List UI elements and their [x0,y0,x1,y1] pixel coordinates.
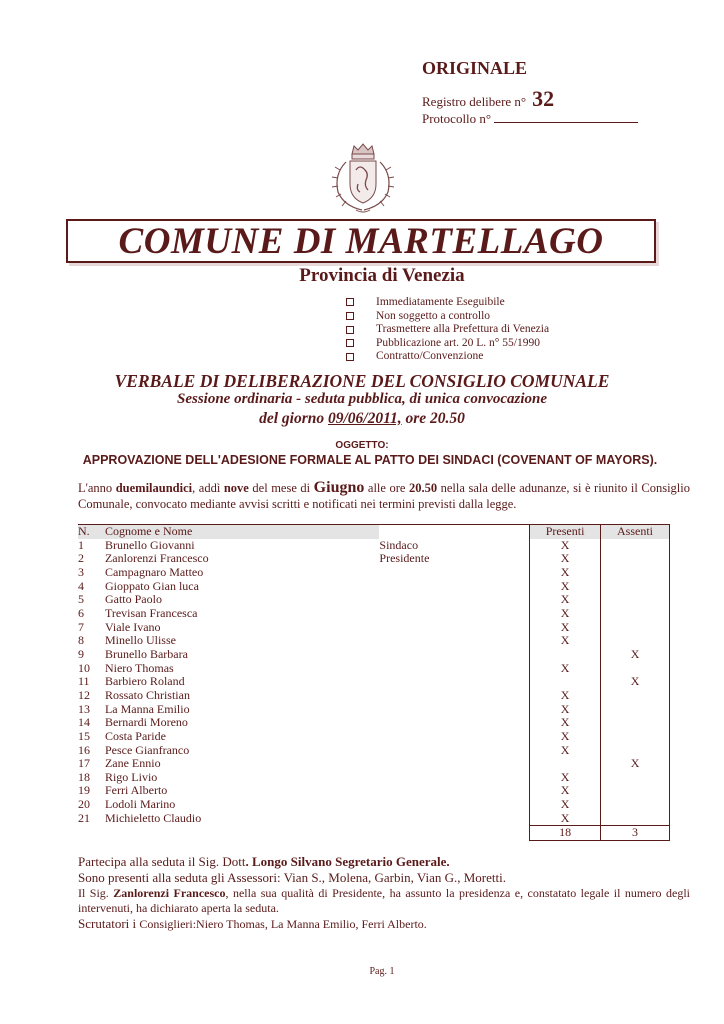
member-number: 3 [78,564,84,579]
attendance-table [78,524,670,841]
present-mark: X [530,580,601,594]
totals-spacer [78,826,105,841]
member-role: Presidente [379,551,430,566]
province-subtitle: Provincia di Venezia [299,265,465,286]
table-row [78,539,670,553]
present-mark: X [530,771,601,785]
present-mark: X [530,634,601,648]
present-mark: X [530,552,601,566]
table-row [78,580,670,594]
absent-mark [601,798,670,812]
table-row [78,703,670,717]
absent-mark [601,771,670,785]
member-role [379,812,529,826]
member-role [379,607,529,621]
registro-number: 32 [532,86,555,111]
absent-mark [601,703,670,717]
member-role [379,675,529,689]
table-row [78,730,670,744]
absent-mark [601,552,670,566]
session-time: ore 20.50 [405,410,465,427]
table-row [78,771,670,785]
table-row [78,784,670,798]
member-number: 16 [78,742,90,757]
member-role: Sindaco [379,537,419,552]
present-mark: X [530,662,601,676]
member-number: 12 [78,687,90,702]
table-row [78,662,670,676]
checklist-item: Non soggetto a controllo [346,310,549,324]
member-number: 10 [78,660,90,675]
table-row [78,566,670,580]
verbale-heading: VERBALE DI DELIBERAZIONE DEL CONSIGLIO COMUNALE [114,371,610,391]
member-number: 5 [78,592,84,607]
absent-mark: X [601,757,670,771]
member-name: Costa Paride [104,728,166,743]
total-absent: 3 [601,826,670,841]
municipality-title: COMUNE DI MARTELLAGO [118,221,604,262]
member-name: Brunello Barbara [104,646,188,661]
present-mark: X [530,798,601,812]
member-role [379,634,529,648]
member-number: 7 [78,619,84,634]
absent-mark [601,689,670,703]
present-mark: X [530,566,601,580]
member-number: 21 [78,811,90,826]
subject-label: OGGETTO: [335,440,389,451]
coat-of-arms-icon [322,140,404,218]
absent-mark [601,566,670,580]
member-role [379,648,529,662]
originale-label: ORIGINALE [422,58,528,78]
table-row [78,716,670,730]
member-number: 4 [78,578,84,593]
page-number: Pag. 1 [369,966,395,977]
session-type: Sessione ordinaria - seduta pubblica, di unica convocazione [176,391,548,407]
member-number: 13 [78,701,90,716]
member-number: 15 [78,728,90,743]
absent-mark [601,744,670,758]
table-header-row: N. Cognome e Nome Presenti Assenti [78,525,670,539]
checkbox-icon[interactable] [346,353,354,361]
absent-mark [601,539,670,553]
president-paragraph: Il Sig. Zanlorenzi Francesco, nella sua qualità di Presidente, ha assunto la presidenza e, constatato legale il numero degli intervenuti, ha dichiarato aperta la seduta. [78,886,691,915]
member-name: Trevisan Francesca [104,605,198,620]
table-row [78,593,670,607]
member-name: Brunello Giovanni [104,537,195,552]
session-date: del giorno 09/06/2011, ore 20.50 [259,410,465,427]
absent-mark [601,607,670,621]
member-number: 17 [78,756,90,771]
checkbox-icon[interactable] [346,326,354,334]
member-number: 6 [78,605,84,620]
absent-mark [601,621,670,635]
member-role [379,689,529,703]
member-role [379,771,529,785]
member-name: Zanlorenzi Francesco [104,551,209,566]
member-number: 1 [78,537,84,552]
member-name: Campagnaro Matteo [104,564,204,579]
present-mark: X [530,607,601,621]
secretary-line: Partecipa alla seduta il Sig. Dott. Longo Silvano Segretario Generale. [78,854,450,869]
member-name: Barbiero Roland [104,674,185,689]
absent-mark: X [601,648,670,662]
present-mark [530,675,601,689]
present-mark: X [530,784,601,798]
present-mark: X [530,812,601,826]
member-number: 19 [78,783,90,798]
totals-spacer [105,826,379,841]
table-row [78,607,670,621]
absent-mark [601,662,670,676]
member-name: Rigo Livio [104,769,158,784]
table-row [78,689,670,703]
member-number: 20 [78,797,90,812]
absent-mark: X [601,675,670,689]
member-role [379,798,529,812]
table-row [78,634,670,648]
registro-delibere [422,86,554,112]
options-checklist [346,296,549,364]
member-role [379,757,529,771]
table-row [78,648,670,662]
member-number: 11 [78,674,90,689]
subject-text: APPROVAZIONE DELL'ADESIONE FORMALE AL PATTO DEI SINDACI (COVENANT OF MAYORS). [82,453,658,467]
member-name: Zane Ennio [104,756,161,771]
member-name: Gatto Paolo [104,592,162,607]
present-mark: X [530,593,601,607]
totals-spacer [379,826,529,841]
member-role [379,580,529,594]
absent-mark [601,716,670,730]
table-row [78,621,670,635]
member-role [379,744,529,758]
member-role [379,703,529,717]
table-row [78,675,670,689]
member-role [379,662,529,676]
registro-label: Registro delibere n° [422,94,527,109]
municipality-title-box [66,219,656,263]
checklist-item: Immediatamente Eseguibile [346,296,549,310]
checklist-item: Trasmettere alla Prefettura di Venezia [346,323,549,337]
intro-paragraph: L'anno duemilaundici, addì nove del mese di Giugno alle ore 20.50 nella sala delle adunanze, si è riunito il Consiglio Comunale, convocato mediante avvisi scritti e notificati nei termini previsti dalla legge. [78,479,690,511]
present-mark [530,648,601,662]
table-row [78,552,670,566]
member-role [379,593,529,607]
member-name: La Manna Emilio [104,701,190,716]
member-number: 2 [78,551,84,566]
member-name: Lodoli Marino [104,797,176,812]
member-name: Bernardi Moreno [104,715,188,730]
table-row [78,798,670,812]
member-name: Rossato Christian [104,687,190,702]
present-mark: X [530,716,601,730]
member-role [379,730,529,744]
member-number: 9 [78,646,84,661]
total-present: 18 [530,826,601,841]
absent-mark [601,634,670,648]
totals-row [78,826,670,841]
member-number: 18 [78,769,90,784]
absent-mark [601,580,670,594]
member-name: Minello Ulisse [104,633,176,648]
checkbox-icon[interactable] [346,298,354,306]
member-role [379,566,529,580]
member-name: Niero Thomas [104,660,174,675]
scrutatori-line: Scrutatori i Consiglieri:Niero Thomas, La Manna Emilio, Ferri Alberto. [78,916,427,931]
protocollo-label: Protocollo n° [422,111,492,126]
present-mark: X [530,703,601,717]
absent-mark [601,593,670,607]
member-name: Ferri Alberto [104,783,168,798]
absent-mark [601,784,670,798]
present-mark: X [530,744,601,758]
member-role [379,784,529,798]
present-mark: X [530,539,601,553]
table-row [78,757,670,771]
table-row [78,812,670,826]
protocollo [422,110,638,127]
present-mark [530,757,601,771]
member-name: Pesce Gianfranco [104,742,190,757]
member-name: Viale Ivano [104,619,161,634]
member-number: 14 [78,715,90,730]
assessori-line: Sono presenti alla seduta gli Assessori: Vian S., Molena, Garbin, Vian G., Moretti. [78,870,506,885]
checklist-item: Pubblicazione art. 20 L. n° 55/1990 [346,337,549,351]
member-number: 8 [78,633,84,648]
member-role [379,716,529,730]
protocollo-blank-line [494,110,638,123]
member-name: Michieletto Claudio [104,811,202,826]
checkbox-icon[interactable] [346,339,354,347]
checklist-item: Contratto/Convenzione [346,350,549,364]
present-mark: X [530,621,601,635]
member-name: Gioppato Gian luca [104,578,199,593]
absent-mark [601,812,670,826]
absent-mark [601,730,670,744]
present-mark: X [530,689,601,703]
session-date-value: 09/06/2011, [327,410,402,427]
table-row [78,744,670,758]
checkbox-icon[interactable] [346,312,354,320]
present-mark: X [530,730,601,744]
member-role [379,621,529,635]
